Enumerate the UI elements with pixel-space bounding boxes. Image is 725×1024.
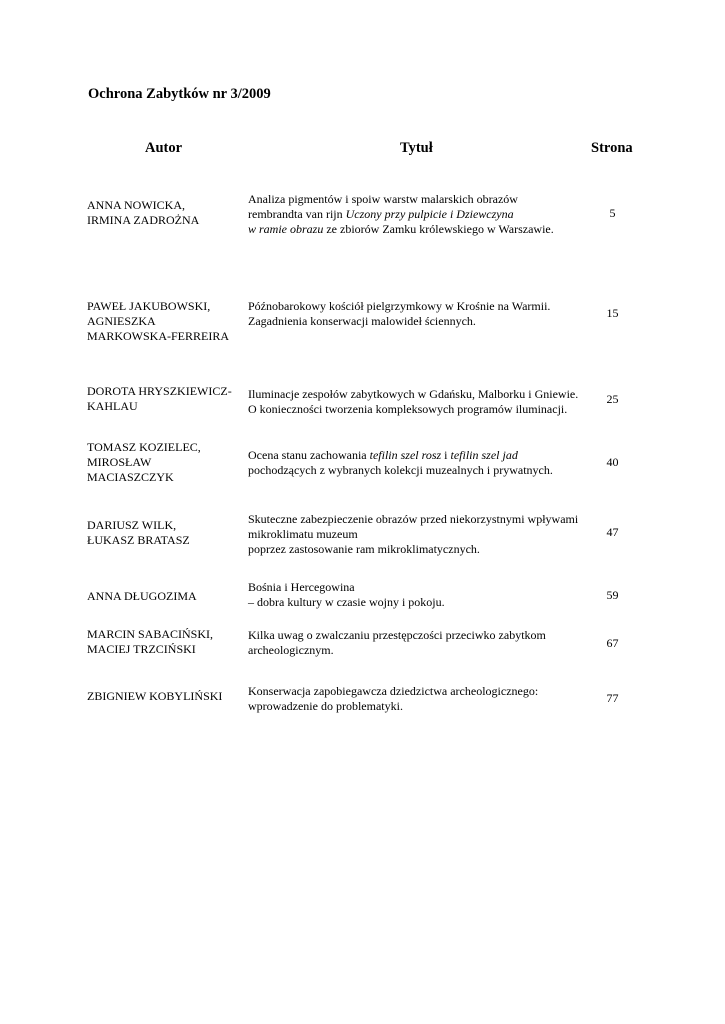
toc-page-number: 25 (606, 392, 619, 406)
author-line: ZBIGNIEW KOBYLIŃSKI (87, 689, 223, 703)
author-line: DOROTA HRYSZKIEWICZ- (87, 384, 232, 398)
title-segment: wprowadzenie do problematyki. (248, 699, 403, 713)
title-segment: Uczony przy pulpicie i Dziewczyna (345, 207, 514, 221)
title-line (248, 207, 593, 222)
title-segment: – dobra kultury w czasie wojny i pokoju. (248, 595, 445, 609)
toc-title (248, 448, 593, 478)
title-line (248, 512, 593, 527)
author-line: ANNA DŁUGOZIMA (87, 589, 197, 603)
title-line (248, 699, 593, 714)
title-segment: Późnobarokowy kościół pielgrzymkowy w Krośnie na Warmii. (248, 299, 551, 313)
title-line (248, 448, 593, 463)
toc-author (87, 440, 237, 485)
author-line: MACIASZCZYK (87, 470, 174, 484)
title-segment: Zagadnienia konserwacji malowideł ściennych. (248, 314, 476, 328)
title-line (248, 580, 593, 595)
title-segment: mikroklimatu muzeum (248, 527, 358, 541)
toc-title (248, 192, 593, 237)
toc-title (248, 628, 593, 658)
column-header-author: Autor (145, 140, 183, 156)
author-line: IRMINA ZADROŻNA (87, 213, 200, 227)
title-line (248, 387, 593, 402)
title-segment: Bośnia i Hercegowina (248, 580, 355, 594)
title-segment: Ocena stanu zachowania (248, 448, 370, 462)
title-segment: Iluminacje zespołów zabytkowych w Gdańsku, Malborku i Gniewie. (248, 387, 579, 401)
author-line: AGNIESZKA (87, 314, 156, 328)
title-segment: Skuteczne zabezpieczenie obrazów przed niekorzystnymi wpływami (248, 512, 579, 526)
title-segment: tefilin szel jad (450, 448, 518, 462)
page-title: Ochrona Zabytków nr 3/2009 (88, 86, 271, 102)
author-line: MIROSŁAW (87, 455, 152, 469)
title-segment: archeologicznym. (248, 643, 334, 657)
toc-title (248, 387, 593, 417)
toc-page-number: 15 (606, 306, 619, 320)
author-line: MARCIN SABACIŃSKI, (87, 627, 214, 641)
title-line (248, 299, 593, 314)
toc-page-number: 59 (606, 588, 619, 602)
title-line (248, 628, 593, 643)
title-segment: i (441, 448, 451, 462)
toc-page-number: 67 (606, 636, 619, 650)
title-line (248, 542, 593, 557)
author-line: DARIUSZ WILK, (87, 518, 177, 532)
toc-title (248, 299, 593, 329)
toc-author (87, 689, 237, 704)
author-line: ANNA NOWICKA, (87, 198, 185, 212)
toc-title (248, 512, 593, 557)
author-line: MARKOWSKA-FERREIRA (87, 329, 230, 343)
title-segment: Konserwacja zapobiegawcza dziedzictwa archeologicznego: (248, 684, 539, 698)
toc-author (87, 627, 237, 657)
toc-page-number: 5 (609, 206, 616, 220)
title-segment: tefilin szel rosz (369, 448, 442, 462)
author-line: MACIEJ TRZCIŃSKI (87, 642, 196, 656)
author-line: TOMASZ KOZIELEC, (87, 440, 201, 454)
title-line (248, 684, 593, 699)
title-segment: Kilka uwag o zwalczaniu przestępczości przeciwko zabytkom (248, 628, 546, 642)
title-line (248, 222, 593, 237)
author-line: ŁUKASZ BRATASZ (87, 533, 190, 547)
title-line (248, 643, 593, 658)
title-line (248, 314, 593, 329)
toc-author (87, 518, 237, 548)
title-segment: pochodzących z wybranych kolekcji muzealnych i prywatnych. (248, 463, 553, 477)
column-header-title: Tytuł (400, 140, 433, 156)
toc-page-number: 77 (606, 691, 619, 705)
title-segment: poprzez zastosowanie ram mikroklimatycznych. (248, 542, 480, 556)
author-line: PAWEŁ JAKUBOWSKI, (87, 299, 211, 313)
toc-page-number: 40 (606, 455, 619, 469)
title-line (248, 527, 593, 542)
title-line (248, 463, 593, 478)
toc-author (87, 198, 237, 228)
toc-page-number: 47 (606, 525, 619, 539)
toc-author (87, 299, 237, 344)
title-line (248, 402, 593, 417)
title-segment: w ramie obrazu (248, 222, 324, 236)
toc-author (87, 384, 237, 414)
column-header-page: Strona (591, 140, 633, 156)
toc-title (248, 684, 593, 714)
author-line: KAHLAU (87, 399, 138, 413)
title-segment: Analiza pigmentów i spoiw warstw malarskich obrazów (248, 192, 518, 206)
title-line (248, 595, 593, 610)
title-segment: O konieczności tworzenia kompleksowych programów iluminacji. (248, 402, 568, 416)
toc-author (87, 589, 237, 604)
title-line (248, 192, 593, 207)
title-segment: ze zbiorów Zamku królewskiego w Warszawie. (323, 222, 554, 236)
toc-title (248, 580, 593, 610)
title-segment: rembrandta van rijn (248, 207, 346, 221)
